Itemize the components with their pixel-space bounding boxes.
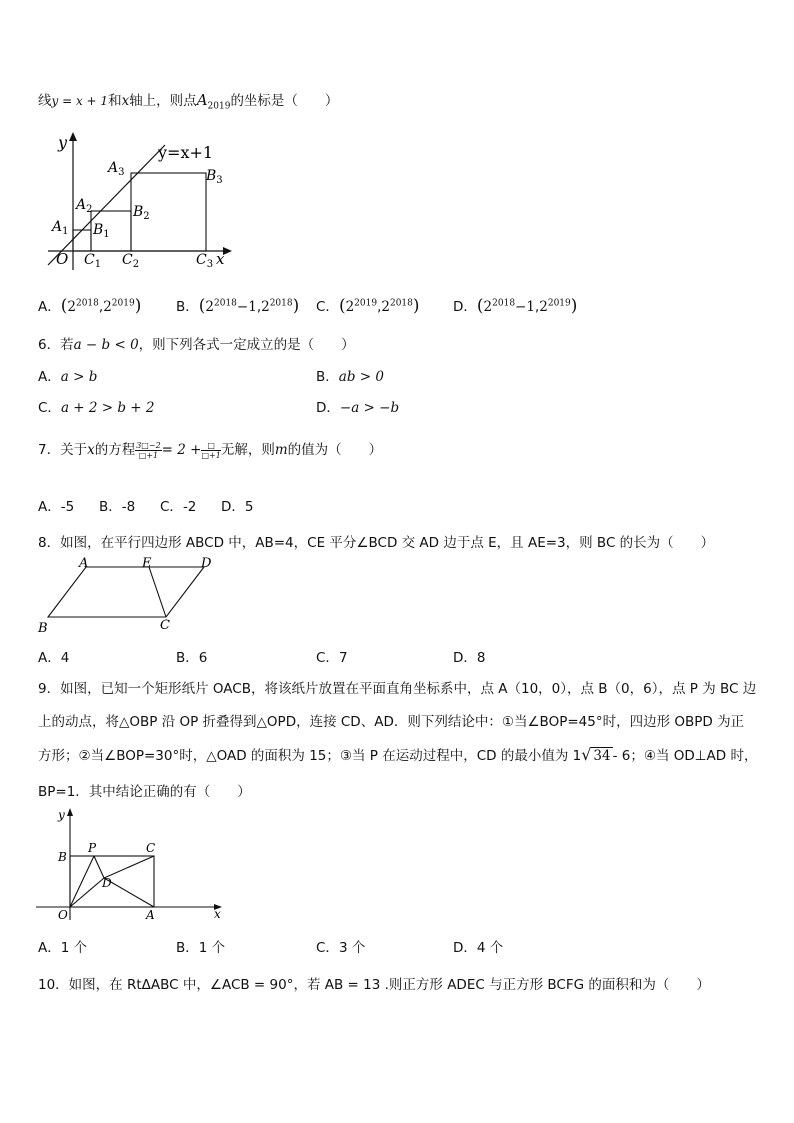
label-E: E (142, 556, 152, 571)
q9-stem-line-2: 上的动点，将△OBP 沿 OP 折叠得到△OPD，连接 CD、AD．则下列结论中：①当∠BOP=45°时，四边形 OBPD 为正 (38, 714, 745, 730)
q7-fraction-1: $\frac{3□-2}{□+1}$ (136, 440, 161, 460)
q8-option-a[interactable]: A．4 (38, 650, 70, 666)
q8-option-b[interactable]: B．6 (176, 650, 208, 666)
label-A3: $A_3$ (108, 160, 125, 178)
q9-option-d[interactable]: D．4 个 (453, 940, 504, 956)
q7-option-c[interactable]: C．-2 (160, 499, 197, 515)
q6-stem: 6．若a − b < 0，则下列各式一定成立的是（ ） (38, 337, 355, 353)
q5-option-b[interactable]: B．$(2^{2018}-1,2^{2018})$ (176, 296, 300, 316)
label-B: B (58, 850, 67, 864)
q9-option-b[interactable]: B．1 个 (176, 940, 226, 956)
q6-option-d[interactable]: D．−a > −b (316, 400, 400, 416)
q8-option-c[interactable]: C．7 (316, 650, 348, 666)
q8-figure (36, 556, 226, 636)
label-A: A (146, 908, 155, 922)
q9-option-c[interactable]: C．3 个 (316, 940, 366, 956)
q6-option-a[interactable]: A．a > b (38, 369, 98, 385)
q7-fraction-2: $\frac{□}{□+1}$ (201, 440, 221, 460)
segment-pd (94, 856, 104, 878)
label-O: O (58, 908, 68, 922)
label-D: D (102, 876, 112, 890)
x-axis-label: x (216, 250, 225, 268)
q10-stem: 10．如图，在 RtΔABC 中，∠ACB = 90°，若 AB = 13 .则正方形 ADEC 与正方形 BCFG 的面积和为（ ） (38, 977, 710, 993)
q6-option-b[interactable]: B．ab > 0 (316, 369, 384, 385)
q7-option-d[interactable]: D．5 (221, 499, 254, 515)
segment-ce (149, 567, 166, 617)
q5-figure (40, 130, 240, 272)
label-B2: $B_2$ (133, 204, 150, 222)
q6-option-c[interactable]: C．a + 2 > b + 2 (38, 400, 155, 416)
segment-cd (104, 856, 154, 878)
origin-label: O (56, 250, 69, 268)
q9-stem-line-4: BP=1．其中结论正确的有（ ） (38, 784, 251, 800)
parallelogram-abcd (48, 567, 204, 617)
line-y-x-plus-1 (48, 145, 165, 265)
line-label: y=x+1 (158, 143, 214, 162)
q8-option-d[interactable]: D．8 (453, 650, 486, 666)
label-A2: $A_2$ (76, 197, 93, 215)
label-y: y (58, 808, 65, 822)
label-C: C (160, 618, 170, 633)
square-1 (73, 230, 91, 251)
q9-stem-line-1: 9．如图，已知一个矩形纸片 OACB，将该纸片放置在平面直角坐标系中，点 A（10，0），点 B（0，6），点 P 为 BC 边 (38, 681, 757, 697)
label-A: A (79, 556, 89, 571)
q5-option-d[interactable]: D．$(2^{2018}-1,2^{2019})$ (453, 296, 578, 316)
label-B3: $B_3$ (206, 168, 223, 186)
y-axis-label: y (58, 133, 68, 152)
label-C2: $C_2$ (122, 252, 140, 270)
label-D: D (201, 556, 212, 571)
q5-stem: 线y = x + 1和x轴上，则点$A_{2019}$的坐标是（ ） (38, 91, 339, 112)
segment-od (70, 878, 104, 907)
label-C3: $C_3$ (196, 252, 214, 270)
segment-op (70, 856, 94, 907)
q9-figure (36, 806, 231, 924)
label-P: P (88, 841, 97, 855)
label-B1: $B_1$ (93, 222, 110, 240)
label-A1: $A_1$ (52, 219, 69, 237)
q7-option-b[interactable]: B．-8 (99, 499, 136, 515)
q9-stem-line-3: 方形；②当∠BOP=30°时，△OAD 的面积为 15；③当 P 在运动过程中，CD 的最小值为 1√ 34 - 6；④当 OD⊥AD 时， (38, 745, 758, 764)
y-axis-arrow (69, 132, 77, 141)
label-C: C (146, 841, 156, 855)
q7-stem: 7．关于x的方程 $\frac{3□-2}{□+1}= 2$ + $\frac{□}{□+1}$无解，则m的值为（ ） (38, 440, 383, 460)
q5-option-a[interactable]: A．$(2^{2018},2^{2019})$ (38, 296, 142, 316)
q7-option-a[interactable]: A．-5 (38, 499, 75, 515)
q9-option-a[interactable]: A．1 个 (38, 940, 88, 956)
label-B: B (38, 621, 48, 636)
label-C1: $C_1$ (84, 252, 102, 270)
q8-stem: 8．如图，在平行四边形 ABCD 中，AB=4，CE 平分∠BCD 交 AD 边于点 E，且 AE=3，则 BC 的长为（ ） (38, 535, 715, 551)
label-x: x (214, 907, 221, 921)
y-axis-arrow (67, 808, 73, 816)
q5-option-c[interactable]: C．$(2^{2019},2^{2018})$ (316, 296, 420, 316)
